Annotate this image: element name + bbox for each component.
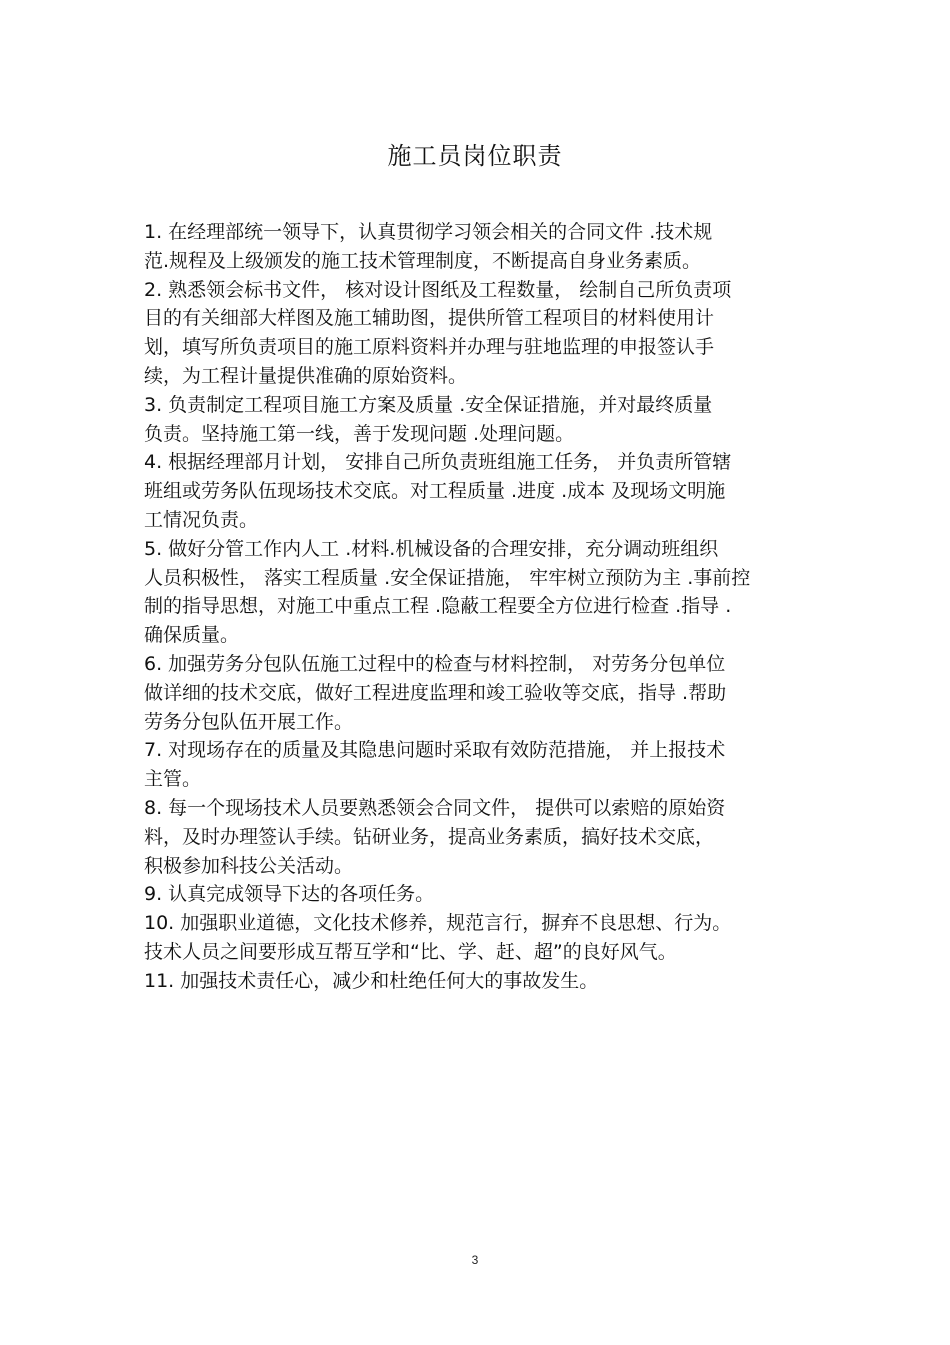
duty-item-6: 6. 加强劳务分包队伍施工过程中的检查与材料控制， 对劳务分包单位 做详细的技术交底，做好工程进度监理和竣工验收等交底，指导 .帮助 劳务分包队伍开展工作。	[144, 652, 727, 733]
document-title: 施工员岗位职责	[387, 142, 563, 171]
duty-item-10: 10. 加强职业道德，文化技术修养，规范言行，摒弃不良思想、行为。 技术人员之间要形成互帮互学和“比、学、赶、超”的良好风气。	[144, 912, 732, 963]
duty-item-5: 5. 做好分管工作内人工 .材料.机械设备的合理安排，充分调动班组织 人员积极性， 落实工程质量 .安全保证措施， 牢牢树立预防为主 .事前控 制的指导思想，对施工中重点工程 .隐蔽工程要全方位进行检查 .指导 . 确保质量。	[144, 537, 751, 647]
duty-item-4: 4. 根据经理部月计划， 安排自己所负责班组施工任务， 并负责所管辖 班组或劳务队伍现场技术交底。对工程质量 .进度 .成本 及现场文明施 工情况负责。	[144, 451, 732, 531]
duty-item-9: 9. 认真完成领导下达的各项任务。	[144, 883, 435, 906]
duty-item-11: 11. 加强技术责任心，减少和杜绝任何大的事故发生。	[144, 969, 599, 992]
duty-item-8: 8. 每一个现场技术人员要熟悉领会合同文件， 提供可以索赔的原始资 料，及时办理签认手续。钻研业务，提高业务素质，搞好技术交底， 积极参加科技公关活动。	[144, 796, 726, 877]
page-number: 3	[471, 1253, 479, 1267]
duty-item-2: 2. 熟悉领会标书文件， 核对设计图纸及工程数量， 绘制自己所负责项 目的有关细部大样图及施工辅助图，提供所管工程项目的材料使用计 划，填写所负责项目的施工原料资料并办理与驻地监理的申报签认手 续，为工程计量提供准确的原始资料。	[144, 278, 732, 387]
duty-item-3: 3. 负责制定工程项目施工方案及质量 .安全保证措施，并对最终质量 负责。坚持施工第一线，善于发现问题 .处理问题。	[144, 393, 713, 445]
duty-item-1: 1. 在经理部统一领导下，认真贯彻学习领会相关的合同文件 .技术规 范.规程及上级颁发的施工技术管理制度，不断提高自身业务素质。	[144, 221, 713, 272]
duty-list	[144, 218, 810, 996]
duty-item-7: 7. 对现场存在的质量及其隐患问题时采取有效防范措施， 并上报技术 主管。	[144, 739, 726, 791]
